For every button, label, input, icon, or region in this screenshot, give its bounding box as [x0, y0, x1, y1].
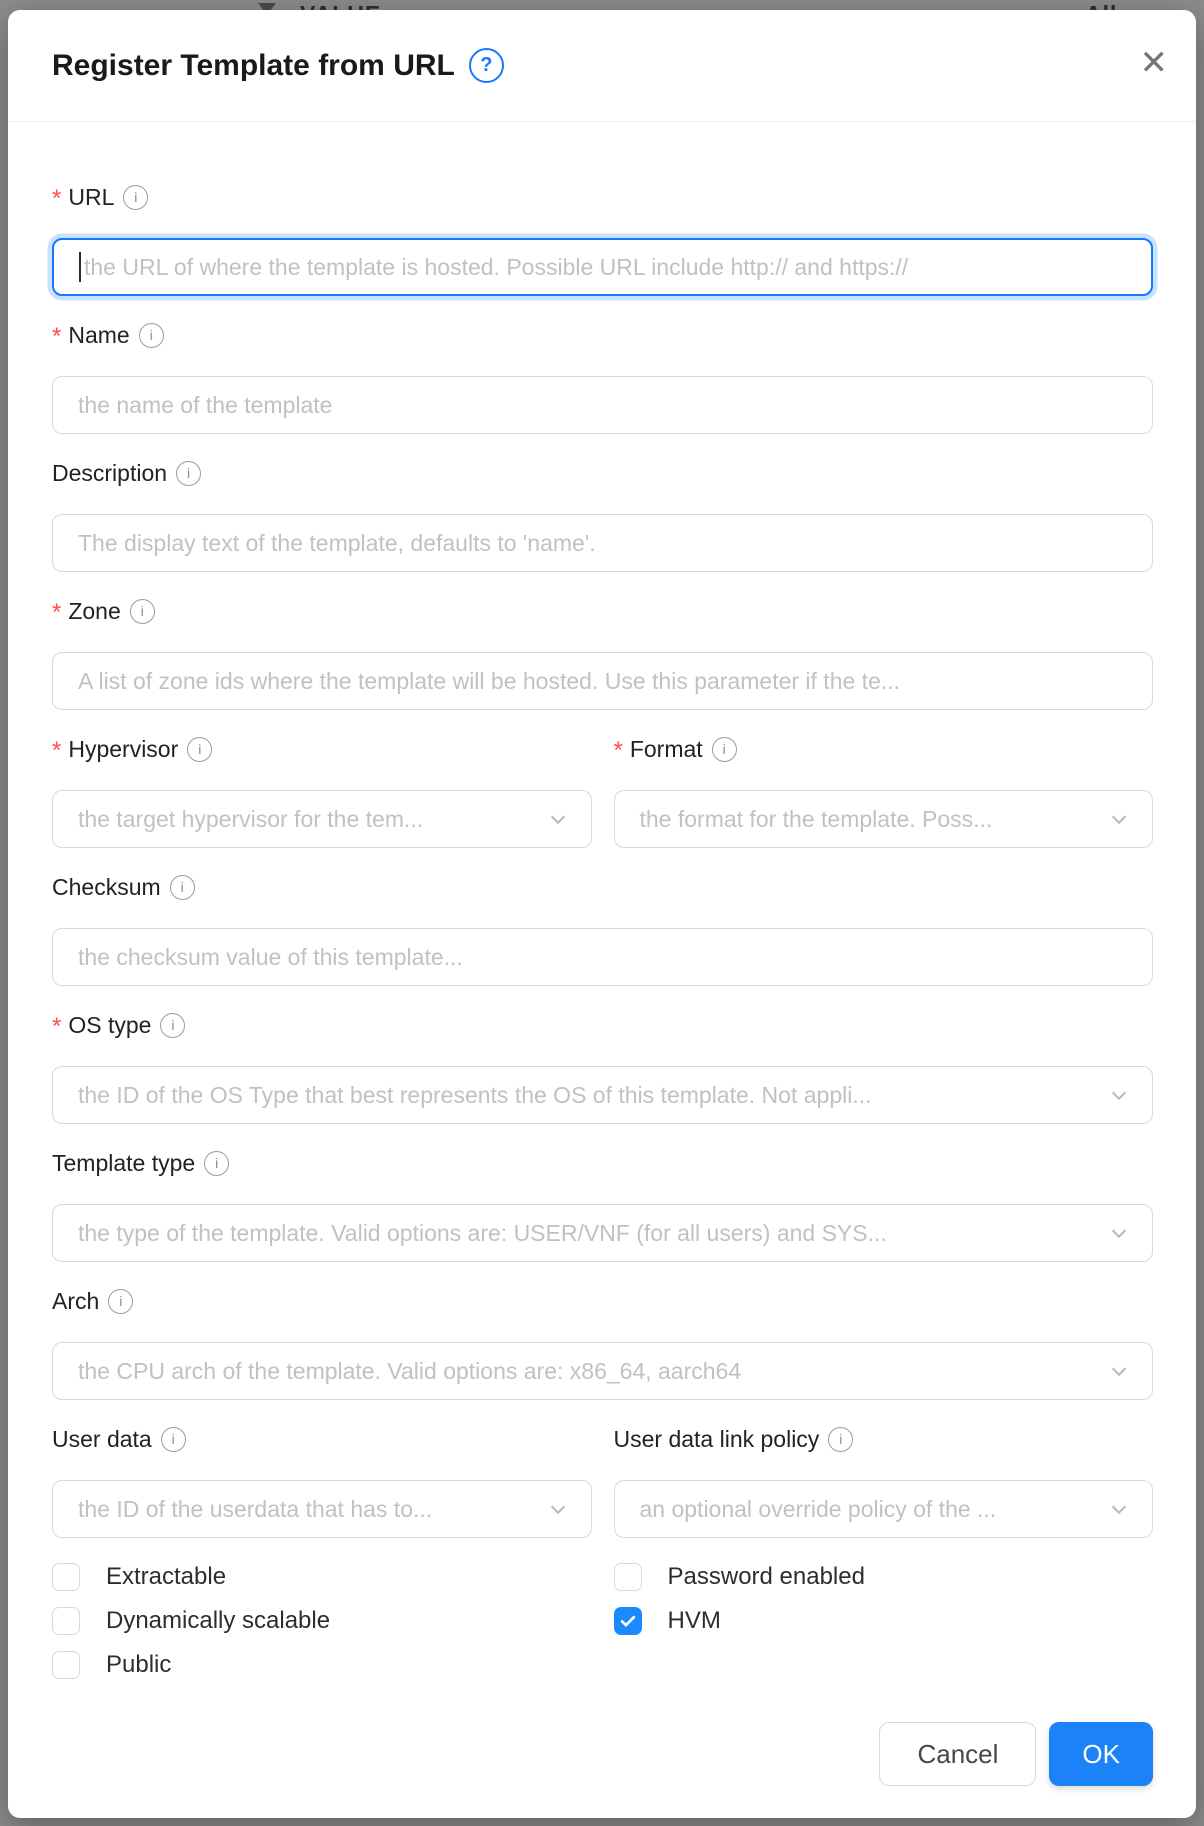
modal-body: [8, 122, 1196, 1786]
url-label-text: URL: [68, 183, 115, 210]
info-icon[interactable]: i: [160, 1013, 185, 1038]
hypervisor-select[interactable]: [52, 790, 592, 848]
arch-placeholder: the CPU arch of the template. Valid options are: x86_64, aarch64: [78, 1357, 742, 1384]
url-form-item: [52, 182, 1153, 296]
userdatapolicy-form-item: [614, 1424, 1154, 1538]
templatetype-form-item: [52, 1148, 1153, 1262]
arch-select[interactable]: [52, 1342, 1153, 1400]
name-form-item: [52, 320, 1153, 434]
checkbox-unchecked[interactable]: [614, 1563, 642, 1591]
checkbox-label: HVM: [667, 1607, 721, 1634]
hypervisor-label-text: Hypervisor: [68, 735, 179, 762]
cancel-button[interactable]: Cancel: [879, 1722, 1036, 1786]
check-icon: [618, 1611, 638, 1631]
info-icon[interactable]: i: [204, 1151, 229, 1176]
name-label: [52, 320, 1153, 350]
format-placeholder: the format for the template. Poss...: [639, 805, 993, 832]
ostype-label: [52, 1010, 1153, 1040]
checkbox-checked[interactable]: [614, 1607, 642, 1635]
chevron-down-icon: [1108, 1084, 1130, 1106]
checksum-label: [52, 872, 1153, 902]
format-select[interactable]: [614, 790, 1154, 848]
info-icon[interactable]: i: [187, 737, 212, 762]
register-template-modal: [8, 10, 1196, 1818]
info-icon[interactable]: i: [130, 599, 155, 624]
ok-button[interactable]: OK: [1049, 1722, 1153, 1786]
checksum-form-item: [52, 872, 1153, 986]
format-label-text: Format: [629, 735, 703, 762]
ostype-select[interactable]: [52, 1066, 1153, 1124]
dynamically-scalable-checkbox[interactable]: [52, 1606, 592, 1636]
required-asterisk: *: [52, 737, 62, 764]
userdatapolicy-placeholder: an optional override policy of the ...: [639, 1495, 997, 1522]
question-circle-icon[interactable]: ?: [469, 48, 504, 83]
userdatapolicy-label-text: User data link policy: [613, 1425, 820, 1452]
checkbox-group: [52, 1562, 1153, 1680]
info-icon[interactable]: i: [161, 1427, 186, 1452]
chevron-down-icon: [1108, 1360, 1130, 1382]
public-checkbox[interactable]: [52, 1650, 592, 1680]
hypervisor-format-row: [52, 734, 1153, 848]
required-asterisk: *: [52, 599, 62, 626]
info-icon[interactable]: i: [108, 1289, 133, 1314]
chevron-down-icon: [1108, 1222, 1130, 1244]
info-icon[interactable]: i: [170, 875, 195, 900]
description-label: [52, 458, 1153, 488]
userdata-select[interactable]: [52, 1480, 592, 1538]
checkbox-unchecked[interactable]: [52, 1651, 80, 1679]
info-icon[interactable]: i: [139, 323, 164, 348]
modal-title: Register Template from URL: [52, 48, 455, 82]
userdata-form-item: [52, 1424, 592, 1538]
format-label: [614, 734, 1154, 764]
ostype-placeholder: the ID of the OS Type that best represents the OS of this template. Not appli...: [78, 1081, 872, 1108]
required-asterisk: *: [52, 323, 62, 350]
userdata-row: [52, 1424, 1153, 1538]
hypervisor-label: [52, 734, 592, 764]
info-icon[interactable]: i: [123, 185, 148, 210]
zone-input[interactable]: [52, 652, 1153, 710]
arch-label-text: Arch: [52, 1287, 100, 1314]
zone-label-text: Zone: [68, 597, 121, 624]
checkbox-label: Extractable: [106, 1563, 227, 1590]
ostype-label-text: OS type: [68, 1011, 152, 1038]
userdata-placeholder: the ID of the userdata that has to...: [78, 1495, 433, 1522]
templatetype-label: [52, 1148, 1153, 1178]
userdatapolicy-label: [614, 1424, 1154, 1454]
hypervisor-placeholder: the target hypervisor for the tem...: [78, 805, 424, 832]
arch-label: [52, 1286, 1153, 1316]
close-icon[interactable]: ✕: [1139, 44, 1168, 82]
info-icon[interactable]: i: [828, 1427, 853, 1452]
hypervisor-form-item: [52, 734, 592, 848]
checksum-input[interactable]: [52, 928, 1153, 986]
chevron-down-icon: [1108, 808, 1130, 830]
templatetype-label-text: Template type: [52, 1149, 196, 1176]
checkbox-unchecked[interactable]: [52, 1563, 80, 1591]
chevron-down-icon: [1108, 1498, 1130, 1520]
userdata-label-text: User data: [52, 1425, 152, 1452]
chevron-down-icon: [547, 1498, 569, 1520]
text-cursor: [79, 252, 81, 282]
ostype-form-item: [52, 1010, 1153, 1124]
checkbox-column-right: [614, 1562, 1154, 1680]
url-label: [52, 182, 1153, 212]
checkbox-label: Public: [106, 1651, 172, 1678]
checkbox-column-left: [52, 1562, 592, 1680]
required-asterisk: *: [52, 1013, 62, 1040]
zone-form-item: [52, 596, 1153, 710]
info-icon[interactable]: i: [176, 461, 201, 486]
description-label-text: Description: [52, 459, 168, 486]
password-enabled-checkbox[interactable]: [614, 1562, 1154, 1592]
userdatapolicy-select[interactable]: [614, 1480, 1154, 1538]
url-placeholder: the URL of where the template is hosted. Possible URL include http:// and https://: [84, 253, 909, 280]
modal-footer: [52, 1722, 1153, 1786]
checkbox-unchecked[interactable]: [52, 1607, 80, 1635]
required-asterisk: *: [613, 737, 623, 764]
chevron-down-icon: [547, 808, 569, 830]
info-icon[interactable]: i: [712, 737, 737, 762]
templatetype-select[interactable]: [52, 1204, 1153, 1262]
url-input[interactable]: [52, 238, 1153, 296]
format-form-item: [614, 734, 1154, 848]
modal-header: [8, 10, 1196, 122]
description-input[interactable]: [52, 514, 1153, 572]
templatetype-placeholder: the type of the template. Valid options are: USER/VNF (for all users) and SYS...: [78, 1219, 887, 1246]
name-input[interactable]: [52, 376, 1153, 434]
extractable-checkbox[interactable]: [52, 1562, 592, 1592]
dimmed-background-page: [0, 0, 1204, 10]
checkbox-label: Password enabled: [667, 1563, 865, 1590]
checkbox-label: Dynamically scalable: [106, 1607, 331, 1634]
hvm-checkbox[interactable]: [614, 1606, 1154, 1636]
userdata-label: [52, 1424, 592, 1454]
name-label-text: Name: [68, 321, 130, 348]
description-form-item: [52, 458, 1153, 572]
arch-form-item: [52, 1286, 1153, 1400]
checksum-label-text: Checksum: [52, 873, 161, 900]
required-asterisk: *: [52, 185, 62, 212]
zone-label: [52, 596, 1153, 626]
